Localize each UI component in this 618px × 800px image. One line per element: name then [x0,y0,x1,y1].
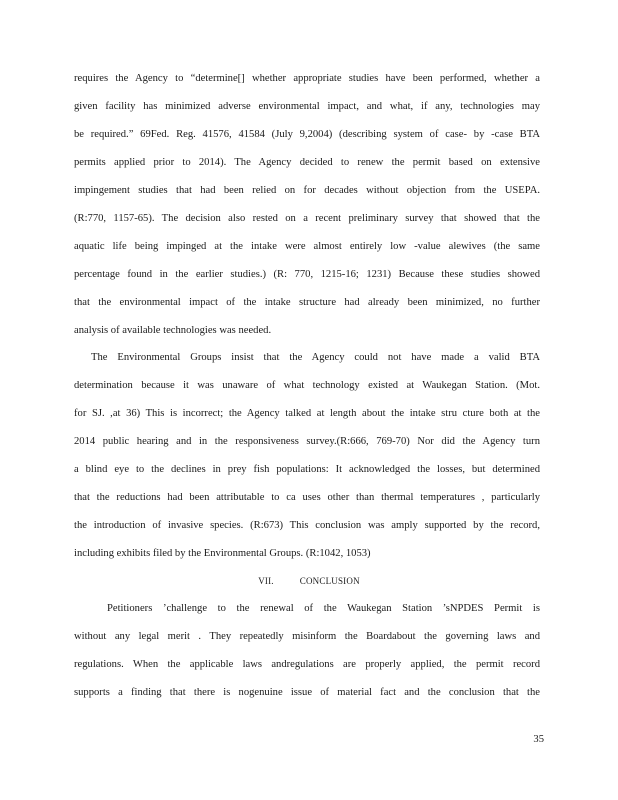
text-line: supports a finding that there is nogenuine issue of material fact and the conclusion that the [74,687,540,698]
page-number: 35 [533,734,544,745]
text-line: aquatic life being impinged at the intake were almost entirely low -value alewives (the same [74,241,540,252]
text-line: 2014 public hearing and in the responsiveness survey.(R:666, 769-70) Nor did the Agency turn [74,436,540,447]
text-line: permits applied prior to 2014). The Agency decided to renew the permit based on extensive [74,157,540,168]
section-title: CONCLUSION [299,576,360,586]
text-line: percentage found in the earlier studies.) (R: 770, 1215-16; 1231) Because these studies showed [74,269,540,280]
text-line: requires the Agency to “determine[] whether appropriate studies have been performed, whether a [74,73,540,84]
text-line: impingement studies that had been relied on for decades without objection from the USEPA. [74,185,540,196]
section-heading [0,575,618,587]
text-line: analysis of available technologies was needed. [74,325,272,336]
text-line: The Environmental Groups insist that the Agency could not have made a valid BTA [91,352,540,363]
text-line: determination because it was unaware of what technology existed at Waukegan Station. (Mot. [74,380,540,391]
text-line: including exhibits filed by the Environmental Groups. (R:1042, 1053) [74,548,371,559]
text-line: that the environmental impact of the intake structure had already been minimized, no further [74,297,540,308]
text-line: Petitioners ’challenge to the renewal of the Waukegan Station ’sNPDES Permit is [107,603,540,614]
text-line: given facility has minimized adverse environmental impact, and what, if any, technologies may [74,101,540,112]
text-line: for SJ. ,at 36) This is incorrect; the Agency talked at length about the intake stru cture both at the [74,408,540,419]
text-line: be required.” 69Fed. Reg. 41576, 41584 (July 9,2004) (describing system of case- by -case BTA [74,129,540,140]
text-line: a blind eye to the declines in prey fish populations: It acknowledged the losses, but determined [74,464,540,475]
text-line: the introduction of invasive species. (R:673) This conclusion was amply supported by the record, [74,520,540,531]
text-line: without any legal merit . They repeatedly misinform the Boardabout the governing laws and [74,631,540,642]
section-number: VII. [258,576,274,586]
text-line: regulations. When the applicable laws andregulations are properly applied, the permit record [74,659,540,670]
text-line: that the reductions had been attributable to ca uses other than thermal temperatures , particularly [74,492,540,503]
text-line: (R:770, 1157-65). The decision also rested on a recent preliminary survey that showed that the [74,213,540,224]
